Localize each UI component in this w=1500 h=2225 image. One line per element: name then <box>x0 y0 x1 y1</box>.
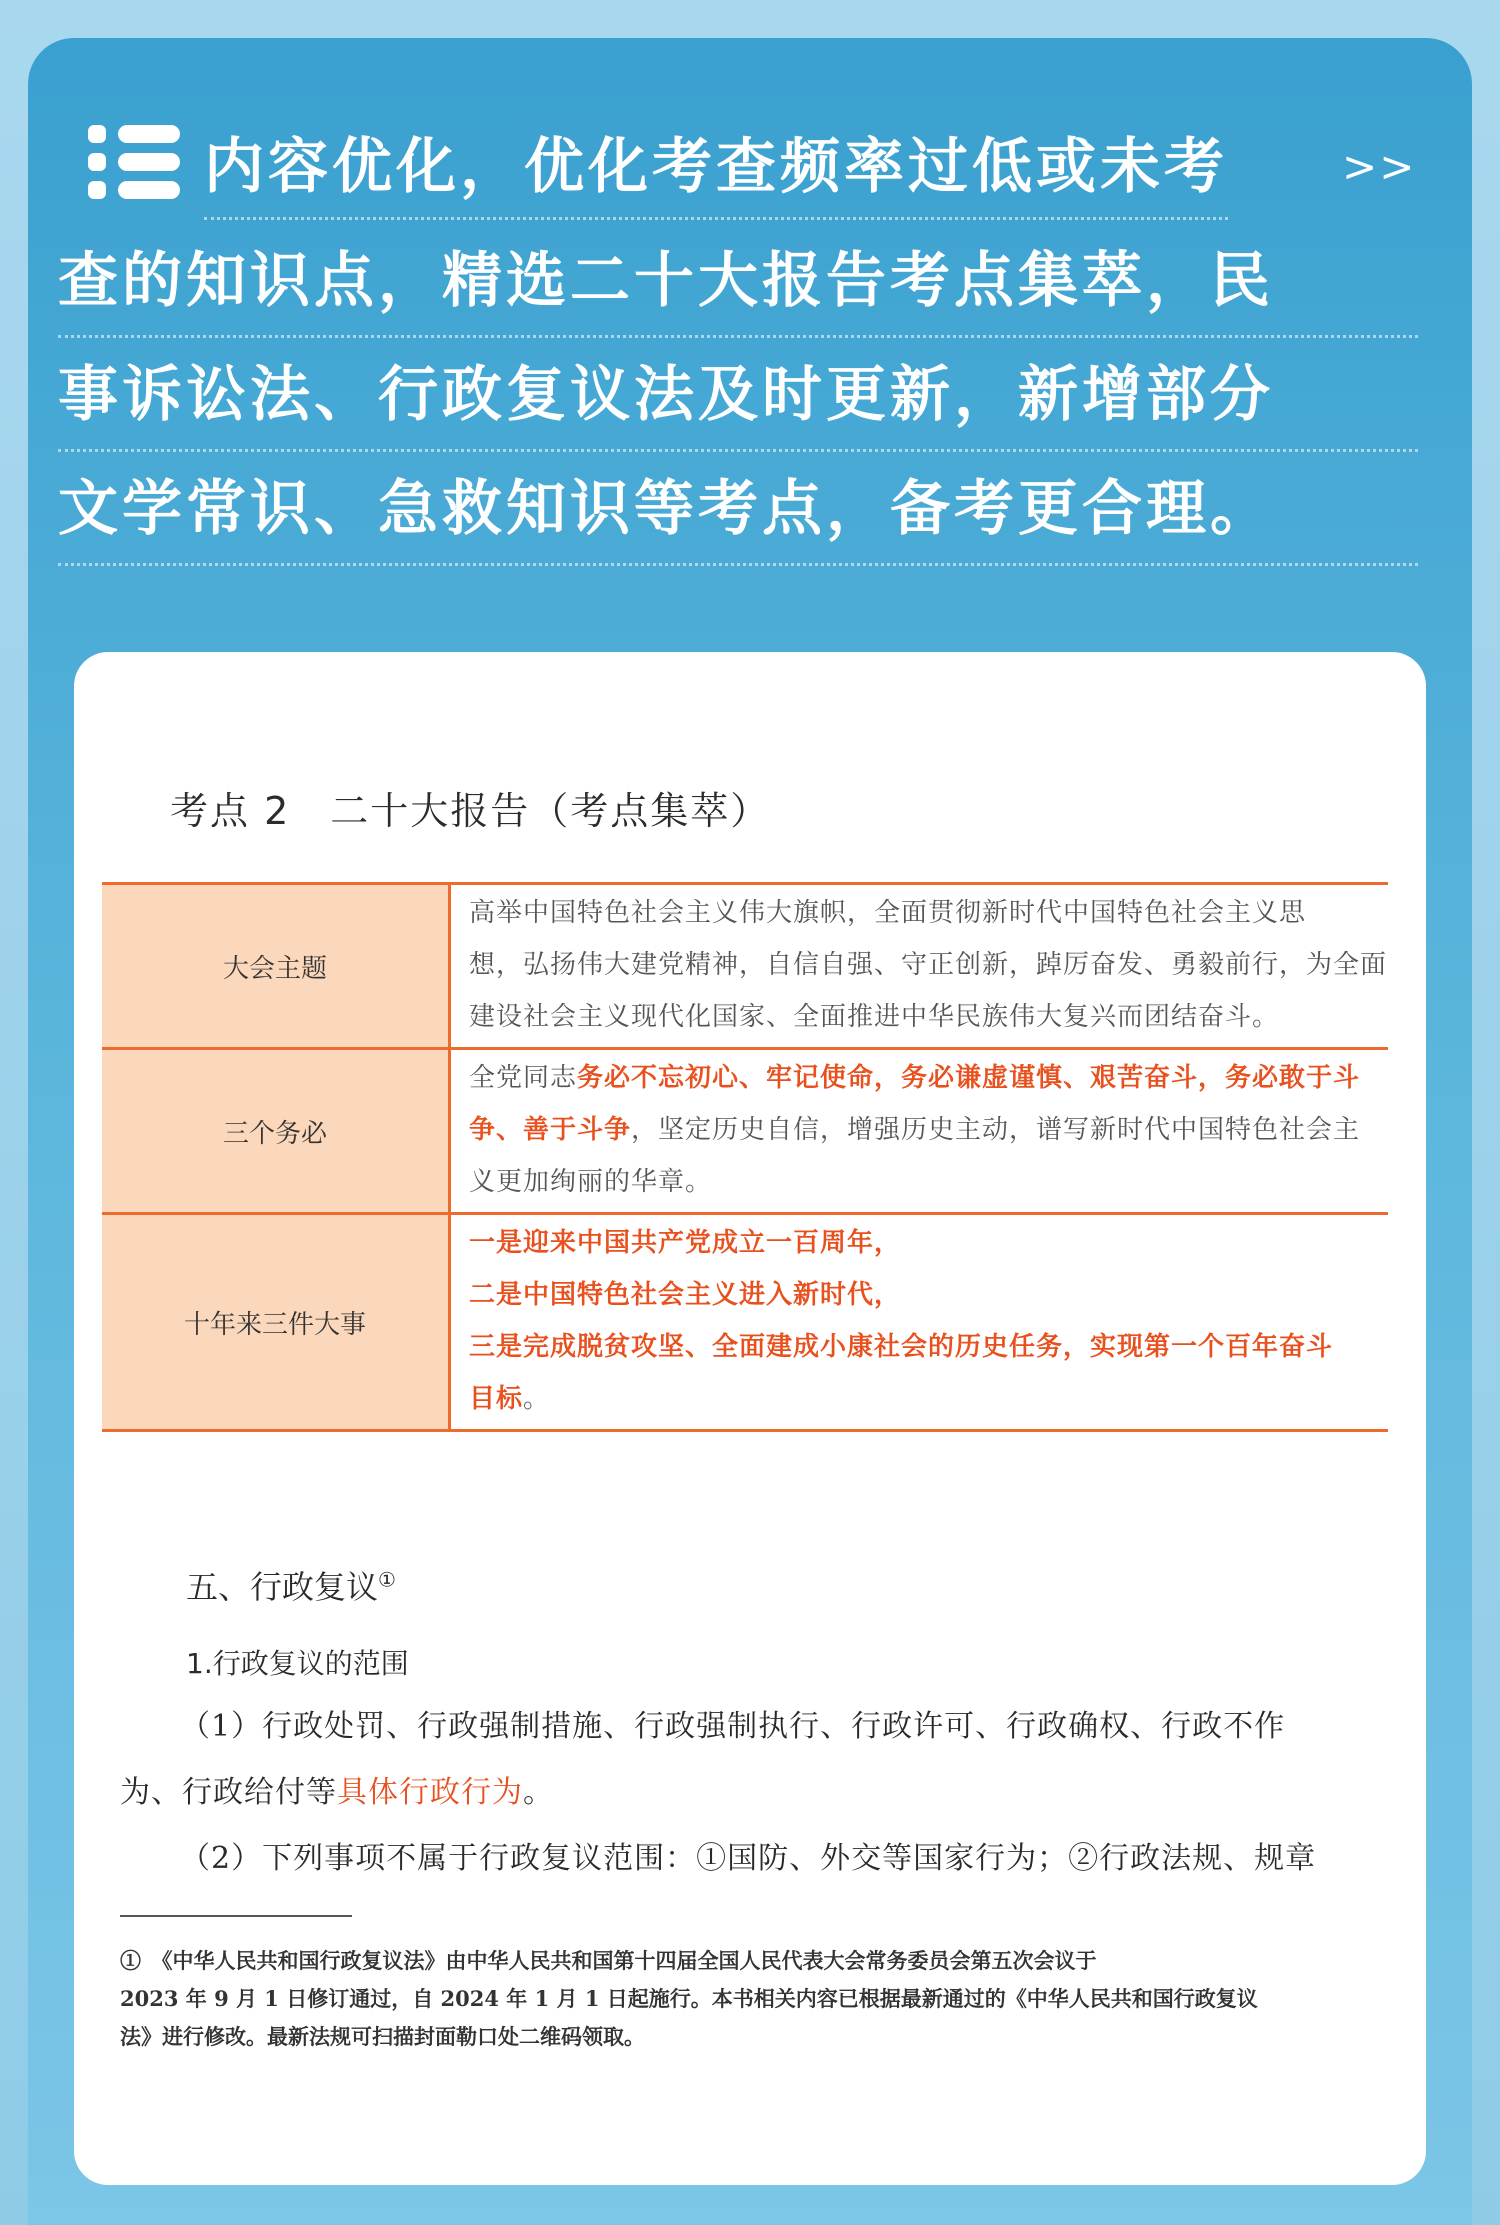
p1-line-1: （1）行政处罚、行政强制措施、行政强制执行、行政许可、行政确权、行政不作 <box>180 1709 1286 1744</box>
law-subheading: 1.行政复议的范围 <box>186 1647 409 1680</box>
row-content <box>450 1049 1389 1214</box>
row-label: 三个务必 <box>102 1049 450 1214</box>
p2-line-1: （2）下列事项不属于行政复议范围：①国防、外交等国家行为；②行政法规、规章 <box>180 1841 1317 1876</box>
section-title: 考点 2 二十大报告（考点集萃） <box>170 789 771 833</box>
row-label: 十年来三件大事 <box>102 1214 450 1431</box>
footnote-ref: ① <box>378 1567 396 1592</box>
headline <box>58 110 1418 566</box>
content-line: 义更加绚丽的华章。 <box>469 1167 713 1197</box>
footnote-divider <box>120 1915 352 1917</box>
headline-line-4: 文学常识、急救知识等考点，备考更合理。 <box>58 452 1418 566</box>
content-line: 目标。 <box>469 1384 551 1414</box>
chevron-right-icon: >> <box>1342 142 1417 191</box>
content-line: 二是中国特色社会主义进入新时代， <box>469 1280 902 1310</box>
headline-line-1: 内容优化，优化考查频率过低或未考 >> <box>58 110 1418 224</box>
table-row <box>102 1049 1388 1214</box>
row-content <box>450 884 1389 1049</box>
table-row <box>102 884 1388 1049</box>
content-line: 争、善于斗争，坚定历史自信，增强历史主动，谱写新时代中国特色社会主 <box>469 1115 1361 1145</box>
headline-line-3: 事诉讼法、行政复议法及时更新，新增部分 <box>58 338 1418 452</box>
content-line: 高举中国特色社会主义伟大旗帜，全面贯彻新时代中国特色社会主义思 <box>469 898 1307 928</box>
list-icon <box>88 119 184 205</box>
law-paragraph-1 <box>120 1694 1380 1892</box>
highlight-text: 具体行政行为 <box>337 1775 523 1810</box>
content-line: 建设社会主义现代化国家、全面推进中华民族伟大复兴而团结奋斗。 <box>469 1002 1280 1032</box>
key-points-table <box>102 882 1388 1432</box>
content-line: 全党同志务必不忘初心、牢记使命，务必谦虚谨慎、艰苦奋斗，务必敢于斗 <box>469 1063 1361 1093</box>
content-line: 三是完成脱贫攻坚、全面建成小康社会的历史任务，实现第一个百年奋斗 <box>469 1332 1334 1362</box>
footnote: ① 《中华人民共和国行政复议法》由中华人民共和国第十四届全国人民代表大会常务委员会第五次会议于 2023 年 9 月 1 日修订通过，自 2024 年 1 月 1 日起施行。本书相关内容已根据最新通过的《中华人民共和国行政复议 法》进行修改。最新法规可扫描封面勒口处二维码领取。 <box>120 1948 1258 2049</box>
p1-line-2: 为、行政给付等具体行政行为。 <box>120 1775 554 1810</box>
headline-line-2: 查的知识点，精选二十大报告考点集萃，民 <box>58 224 1418 338</box>
row-label: 大会主题 <box>102 884 450 1049</box>
document-page <box>74 652 1426 2185</box>
content-line: 想，弘扬伟大建党精神，自信自强、守正创新，踔厉奋发、勇毅前行，为全面 <box>469 950 1388 980</box>
table-row <box>102 1214 1388 1431</box>
law-heading: 五、行政复议① <box>186 1567 396 1606</box>
row-content <box>450 1214 1389 1431</box>
content-line: 一是迎来中国共产党成立一百周年， <box>469 1228 902 1258</box>
